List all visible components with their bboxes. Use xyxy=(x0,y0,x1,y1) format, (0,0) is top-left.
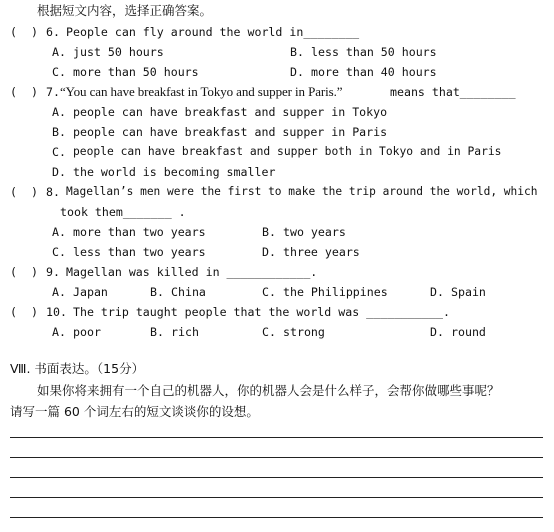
question-number: 9. xyxy=(46,265,60,279)
option-letter: A. xyxy=(52,105,66,119)
option-letter: A. xyxy=(52,285,66,299)
option-text: Spain xyxy=(451,285,486,299)
writing-line[interactable] xyxy=(10,457,543,458)
option-text: poor xyxy=(73,325,101,339)
writing-line[interactable] xyxy=(10,497,543,498)
question-number: 10. xyxy=(46,305,67,319)
option-letter: B. xyxy=(150,325,164,339)
option-letter: A. xyxy=(52,225,66,239)
option-letter: A. xyxy=(52,325,66,339)
option-letter: C. xyxy=(52,245,66,259)
question-stem-tail: means that________ xyxy=(390,85,516,99)
option-text: three years xyxy=(283,245,360,259)
option-letter: B. xyxy=(262,225,276,239)
question-stem: The trip taught people that the world was ___________. xyxy=(73,305,450,319)
question-number: 8. xyxy=(46,185,60,199)
answer-bracket[interactable]: ( ) xyxy=(10,305,38,319)
writing-line[interactable] xyxy=(10,517,543,518)
option-text: more than 50 hours xyxy=(73,65,199,79)
question-number: 7. xyxy=(46,85,60,99)
option-letter: D. xyxy=(290,65,304,79)
option-letter: D. xyxy=(52,165,66,179)
option-letter: D. xyxy=(430,325,444,339)
option-letter: C. xyxy=(52,145,66,159)
option-text: two years xyxy=(283,225,346,239)
option-text: China xyxy=(171,285,206,299)
option-text: more than two years xyxy=(73,225,206,239)
option-text: less than two years xyxy=(73,245,206,259)
question-stem-line1: Magellan’s men were the first to make the trip around the world, which xyxy=(66,185,538,198)
answer-bracket[interactable]: ( ) xyxy=(10,265,38,279)
option-letter: A. xyxy=(52,45,66,59)
section-instruction: 根据短文内容，选择正确答案。 xyxy=(37,3,213,18)
answer-bracket[interactable]: ( ) xyxy=(10,185,38,199)
option-text: the world is becoming smaller xyxy=(73,165,276,179)
option-text: strong xyxy=(283,325,325,339)
writing-prompt-line2: 请写一篇 60 个词左右的短文谈谈你的设想。 xyxy=(10,404,259,419)
option-text: rich xyxy=(171,325,199,339)
answer-bracket[interactable]: ( ) xyxy=(10,85,38,99)
question-stem: People can fly around the world in________ xyxy=(66,25,360,39)
option-text: just 50 hours xyxy=(73,45,164,59)
option-letter: B. xyxy=(52,125,66,139)
writing-line[interactable] xyxy=(10,477,543,478)
question-number: 6. xyxy=(46,25,60,39)
option-letter: B. xyxy=(150,285,164,299)
answer-bracket[interactable]: ( ) xyxy=(10,25,38,39)
option-text: people can have breakfast and supper in Paris xyxy=(73,125,388,139)
option-letter: C. xyxy=(262,285,276,299)
option-text: people can have breakfast and supper both in Tokyo and in Paris xyxy=(73,145,502,158)
option-text: less than 50 hours xyxy=(311,45,437,59)
option-text: Japan xyxy=(73,285,108,299)
option-text: the Philippines xyxy=(283,285,388,299)
option-letter: B. xyxy=(290,45,304,59)
option-text: people can have breakfast and supper in Tokyo xyxy=(73,105,388,119)
option-text: more than 40 hours xyxy=(311,65,437,79)
option-text: round xyxy=(451,325,486,339)
option-letter: D. xyxy=(262,245,276,259)
writing-heading: Ⅷ. 书面表达。（15分） xyxy=(10,361,145,376)
option-letter: C. xyxy=(52,65,66,79)
writing-line[interactable] xyxy=(10,437,543,438)
writing-prompt-line1: 如果你将来拥有一个自己的机器人，你的机器人会是什么样子，会帮你做哪些事呢？ xyxy=(37,383,500,398)
option-letter: C. xyxy=(262,325,276,339)
question-stem: Magellan was killed in ____________. xyxy=(66,265,318,279)
question-stem-line2: took them_______ . xyxy=(60,205,186,219)
option-letter: D. xyxy=(430,285,444,299)
question-stem-quote: “You can have breakfast in Tokyo and supper in Paris.” xyxy=(60,84,343,99)
